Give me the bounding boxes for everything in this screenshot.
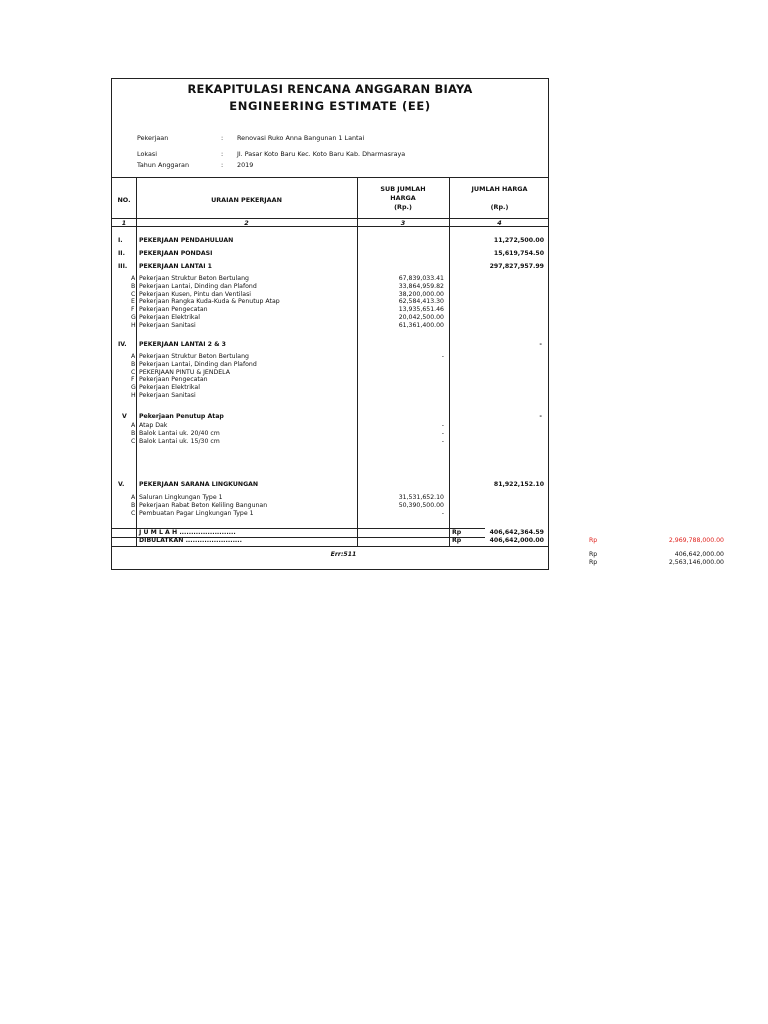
error-text: Err:511 [330,551,357,558]
colnum-3: 3 [400,219,406,227]
item-subtotal: 33,864,959.82 [398,282,444,290]
header-jumlah-harga: JUMLAH HARGA [471,185,528,193]
info-sep: : [221,161,224,169]
jumlah-currency: Rp [452,529,462,536]
colnum-1: 1 [121,219,127,227]
item-subtotal: 13,935,651.46 [398,306,444,314]
item-subtotal: 20,042,500.00 [398,314,444,321]
item-subtotal: 50,390,500.00 [398,501,444,509]
item-name: Pekerjaan Sanitasi [139,321,196,329]
section-total: - [539,413,542,420]
dibulatkan-currency: Rp [452,537,462,544]
header-jumlah-rp: (Rp.) [490,203,509,211]
info-value-lokasi: Jl. Pasar Koto Baru Kec. Koto Baru Kab. Dharmasraya [237,150,406,158]
section-total: - [539,341,542,348]
item-code: A [131,275,136,282]
item-code: B [131,429,136,437]
item-code: F [131,376,135,384]
jumlah-label: J U M L A H ........................ [139,529,236,536]
item-subtotal: - [441,429,444,437]
header-no: NO. [117,196,131,204]
info-value-pekerjaan: Renovasi Ruko Anna Bangunan 1 Lantai [237,134,365,142]
section-no: V. [118,481,125,488]
info-sep: : [221,150,224,158]
item-code: B [131,360,136,368]
section-no: V [122,413,127,420]
estimate-sheet [111,78,549,570]
side-value: 2,969,788,000.00 [668,537,724,544]
item-subtotal: 31,531,652.10 [398,494,444,501]
item-code: C [131,437,136,445]
colnum-2: 2 [244,219,249,227]
item-name: Balok Lantai uk. 15/30 cm [139,437,220,445]
item-code: C [131,509,136,517]
info-label-pekerjaan: Pekerjaan [137,134,169,142]
header-uraian: URAIAN PEKERJAAN [211,196,282,204]
section-title: PEKERJAAN SARANA LINGKUNGAN [139,481,259,488]
item-code: H [131,392,136,399]
item-subtotal: 62,584,413.30 [398,298,444,306]
section-total: 11,272,500.00 [493,237,544,244]
sarana-items [112,79,548,569]
section-no: I. [118,237,123,244]
section-no: IV. [118,341,127,348]
info-label-tahun: Tahun Anggaran [137,161,189,169]
dibulatkan-value: 406,642,000.00 [489,537,544,544]
item-code: B [131,282,136,290]
item-code: G [131,384,136,392]
info-sep: : [221,134,224,142]
section-no: II. [118,250,125,257]
item-code: B [131,501,136,509]
item-name: PEKERJAAN PINTU & JENDELA [139,368,230,376]
section-title: PEKERJAAN LANTAI 1 [139,263,212,270]
item-name: Pekerjaan Elektrikal [139,384,200,392]
item-subtotal: - [441,353,444,360]
header-sub-rp: (Rp.) [394,203,412,211]
item-name: Atap Dak [139,422,168,429]
item-code: F [131,306,135,314]
item-name: Pekerjaan Elektrikal [139,314,200,321]
jumlah-value: 406,642,364.59 [489,529,544,536]
section-title: PEKERJAAN LANTAI 2 & 3 [139,341,226,348]
section-title: PEKERJAAN PENDAHULUAN [139,237,234,244]
section-title: Pekerjaan Penutup Atap [139,413,224,420]
item-name: Pembuatan Pagar Lingkungan Type 1 [139,509,254,517]
section-total: 15,619,754.50 [493,250,544,257]
item-name: Saluran Lingkungan Type 1 [139,494,223,501]
item-code: C [131,290,136,298]
item-subtotal: 67,839,033.41 [398,275,444,282]
item-name: Pekerjaan Pengecatan [139,376,208,384]
header-sub-harga: HARGA [390,194,416,202]
info-label-lokasi: Lokasi [137,150,157,158]
sheet-subtitle: ENGINEERING ESTIMATE (EE) [229,99,431,113]
side-currency: Rp [589,537,598,544]
item-name: Pekerjaan Sanitasi [139,392,196,399]
item-subtotal: - [441,437,444,445]
header-sub-jumlah: SUB JUMLAH [380,185,426,193]
section-total: 81,922,152.10 [493,481,544,488]
item-subtotal: 38,200,000.00 [398,290,444,298]
item-subtotal: 61,361,400.00 [398,321,444,329]
item-code: G [131,314,136,321]
item-name: Pekerjaan Pengecatan [139,306,208,314]
info-value-tahun: 2019 [237,161,254,169]
item-code: A [131,422,136,429]
section-no: III. [118,263,128,270]
section-title: PEKERJAAN PONDASI [139,250,213,257]
item-code: H [131,321,136,329]
side-value: 406,642,000.00 [674,551,724,558]
item-code: A [131,353,136,360]
side-currency: Rp [589,551,598,558]
item-code: C [131,368,136,376]
item-name: Balok Lantai uk. 20/40 cm [139,429,220,437]
item-name: Pekerjaan Lantai, Dinding dan Plafond [139,282,257,290]
item-name: Pekerjaan Rangka Kuda-Kuda & Penutup Atap [139,298,280,306]
item-subtotal: - [441,422,444,429]
side-value: 2,563,146,000.00 [668,559,724,566]
item-code: E [131,298,135,306]
colnum-4: 4 [497,219,502,227]
item-subtotal: - [441,509,444,517]
dibulatkan-label: DIBULATKAN ........................ [139,537,242,544]
side-currency: Rp [589,559,598,566]
section-total: 297,827,957.99 [489,263,544,270]
item-name: Pekerjaan Rabat Beton Keliling Bangunan [139,501,268,509]
item-code: A [131,494,136,501]
item-name: Pekerjaan Struktur Beton Bertulang [139,275,249,282]
item-name: Pekerjaan Kusen, Pintu dan Ventilasi [139,290,252,298]
sheet-title: REKAPITULASI RENCANA ANGGARAN BIAYA [187,82,473,96]
item-name: Pekerjaan Lantai, Dinding dan Plafond [139,360,257,368]
item-name: Pekerjaan Struktur Beton Bertulang [139,353,249,360]
